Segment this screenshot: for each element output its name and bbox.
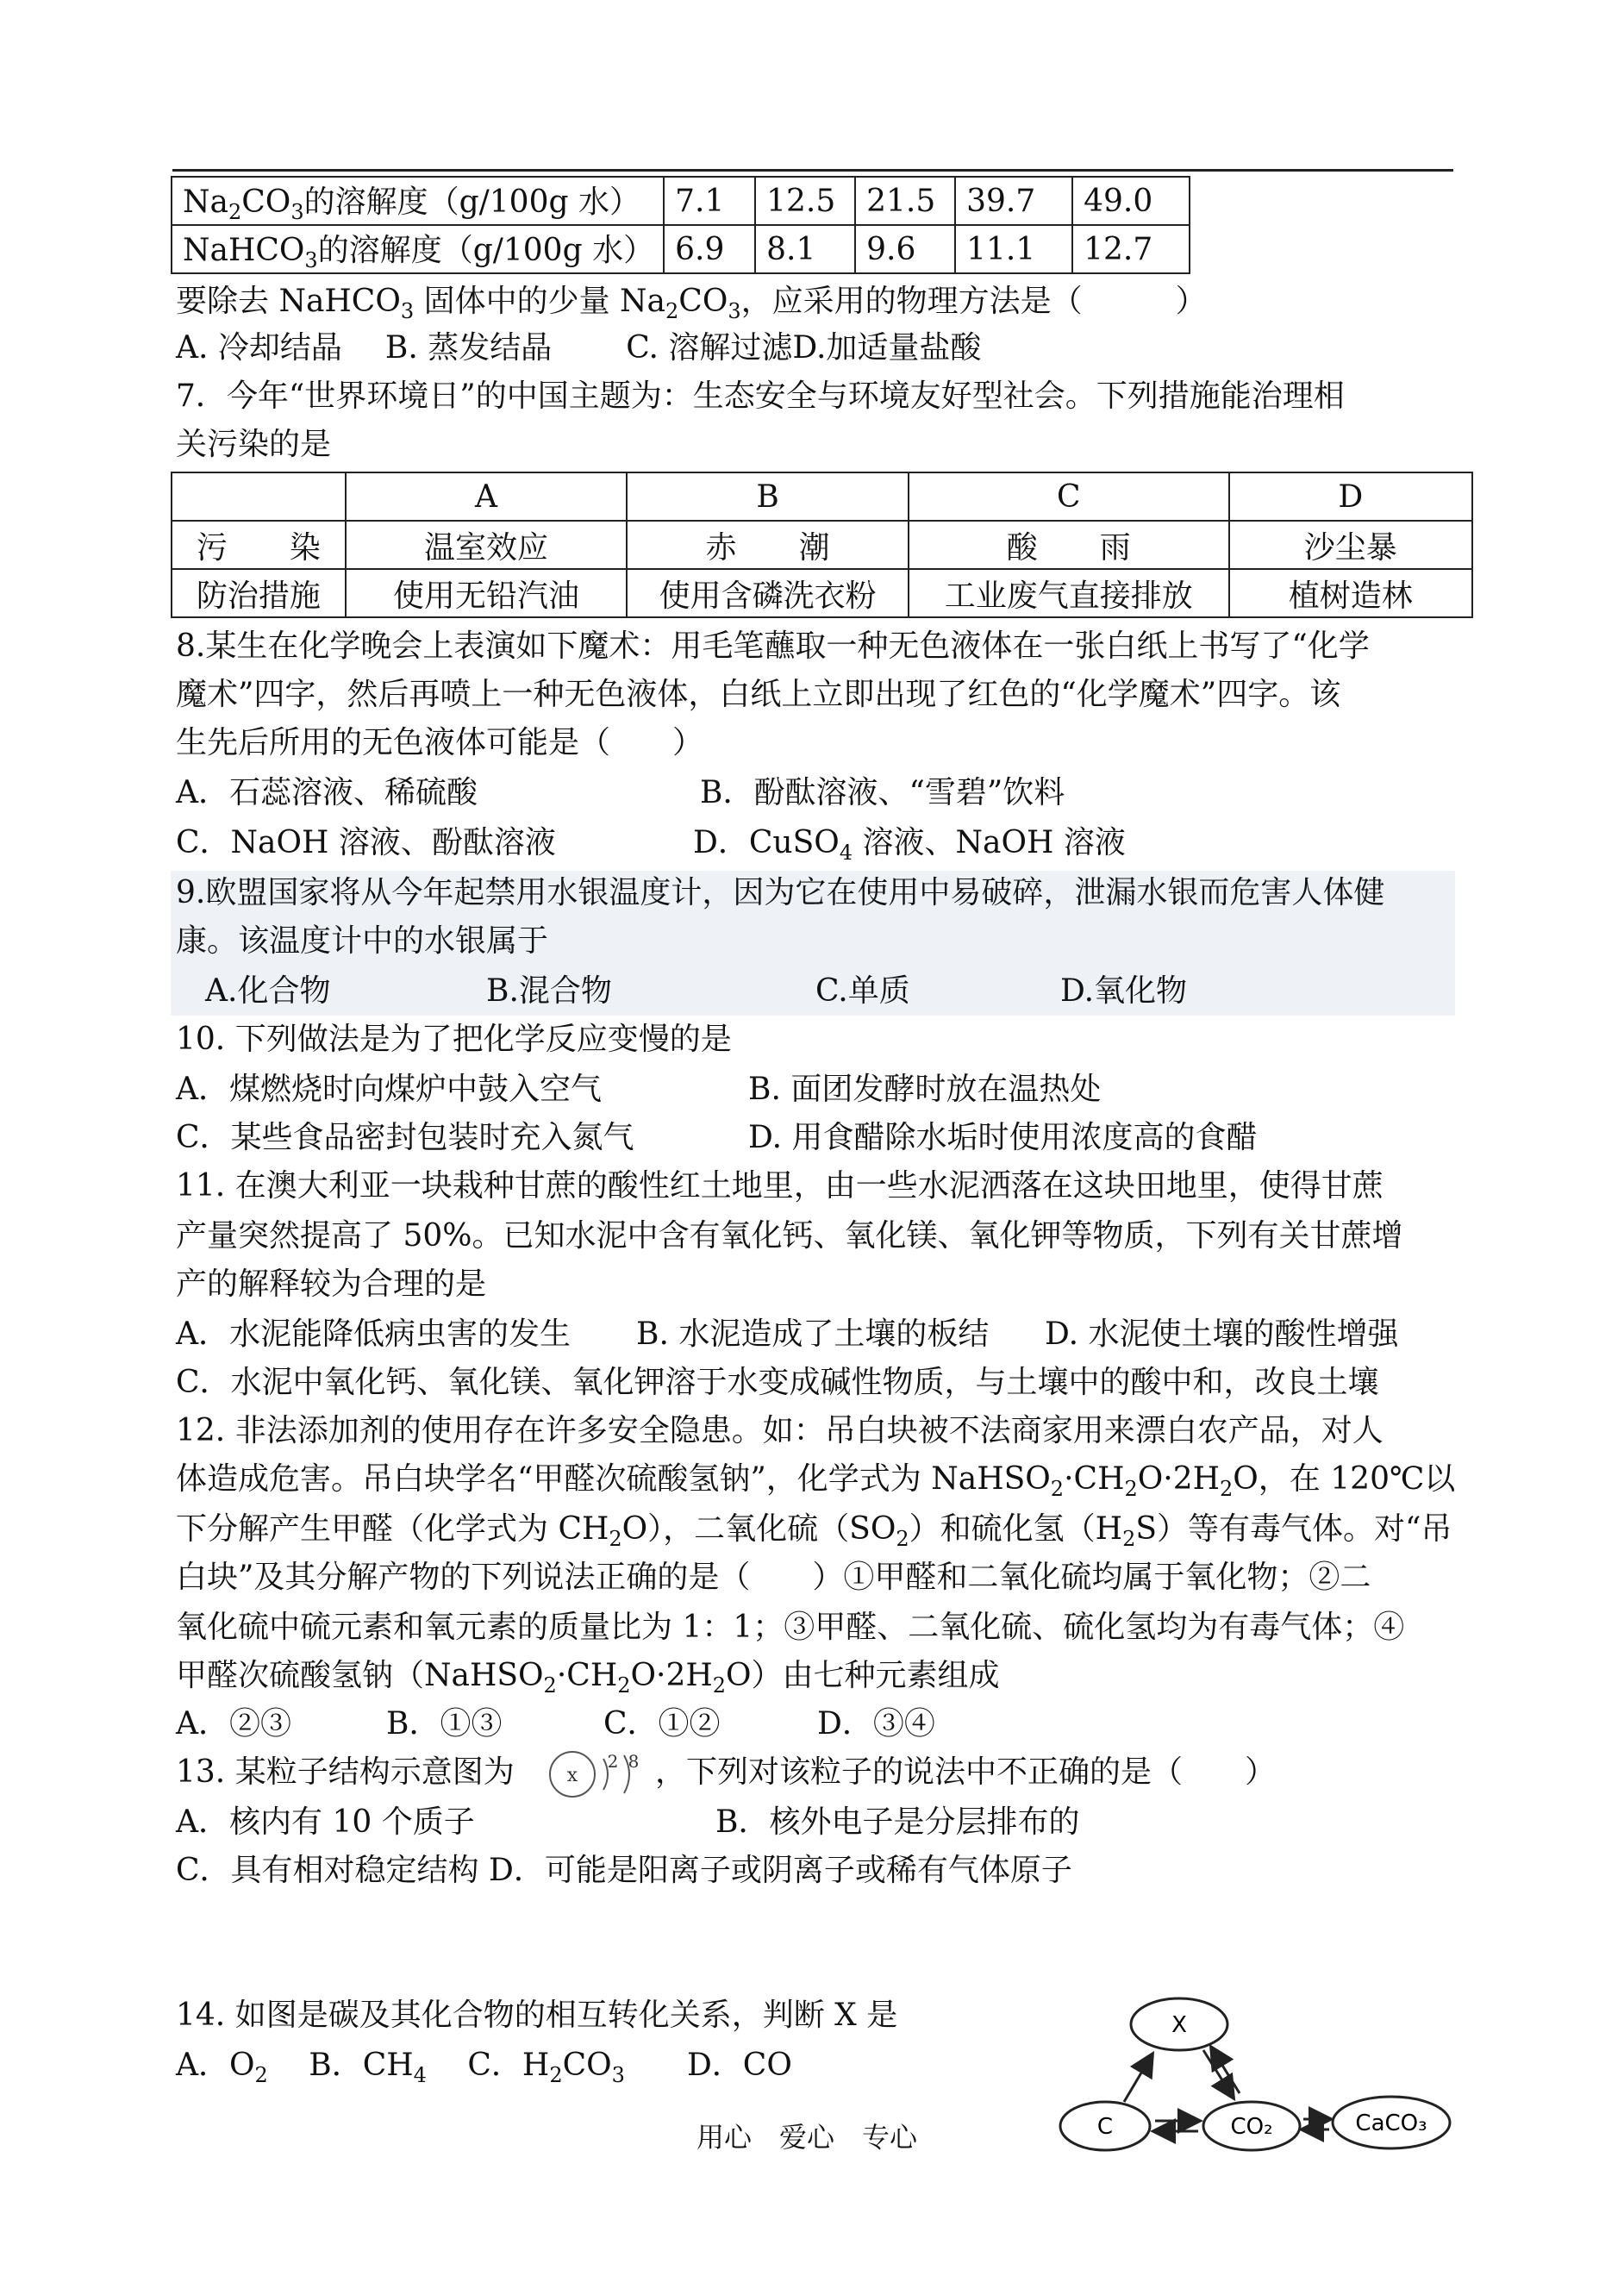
q12-option-d: D．③④ (817, 1706, 935, 1742)
arrow-c-to-x (1124, 2055, 1152, 2102)
q6-stem: 要除去 NaHCO$_3$ 固体中的少量 $Na_2CO_3$，应采用的物理方法是（ ） (176, 284, 1207, 323)
q7-stem-line2: 关污染的是 (176, 427, 332, 462)
q9-option-d: D.氧化物 (1060, 973, 1188, 1009)
q9-line1: 9.欧盟国家将从今年起禁用水银温度计，因为它在使用中易破碎，泄漏水银而危害人体健 (176, 875, 1385, 910)
pollution-table-row (172, 521, 1472, 569)
q12-line2: 体造成危害。吊白块学名“甲醛次硫酸氢钠”，化学式为 $NaHSO_2\cdot CH_2O\cdot 2H_2O$，在 120℃以 (176, 1461, 1456, 1501)
q7-stem-line1: 7．今年“世界环境日”的中国主题为：生态安全与环境友好型社会。下列措施能治理相 (176, 378, 1345, 414)
q6-options (176, 324, 981, 372)
solubility-cell: 12.7 (1072, 225, 1190, 273)
solubility-cell: 39.7 (955, 177, 1072, 225)
pollution-header-cell: B (627, 472, 909, 521)
pollution-cell: 使用含磷洗衣粉 (627, 569, 909, 617)
solubility-cell: 6.9 (664, 225, 755, 273)
q11-option-a: A．水泥能降低病虫害的发生 (176, 1316, 571, 1352)
q11-line1: 11. 在澳大利亚一块栽种甘蔗的酸性红土地里，由一些水泥洒落在这块田地里，使得甘蔗 (176, 1168, 1384, 1204)
q9-option-a: A.化合物 (205, 973, 331, 1009)
atom-structure-diagram (541, 1747, 645, 1798)
page-footer: 用心 爱心 专心 (696, 2121, 918, 2154)
solubility-cell: 49.0 (1072, 177, 1190, 225)
q9-option-b: B.混合物 (486, 973, 612, 1009)
solubility-cell: 8.1 (755, 225, 855, 273)
solubility-cell: 21.5 (855, 177, 955, 225)
q8-option-b: B．酚酞溶液、“雪碧”饮料 (700, 775, 1065, 810)
q14-options: A．$O_2$ B．$CH_4$ C．$H_2CO_3$ D．CO (176, 2048, 792, 2087)
pollution-cell: 工业废气直接排放 (909, 569, 1229, 617)
q8-option-c: C．NaOH 溶液、酚酞溶液 (176, 825, 556, 860)
q11-line2: 产量突然提高了 50%。已知水泥中含有氧化钙、氧化镁、氧化钾等物质，下列有关甘蔗增 (176, 1218, 1403, 1254)
pollution-cell: 防治措施 (172, 569, 346, 617)
solubility-cell: 9.6 (855, 225, 955, 273)
q12-option-a: A．②③ (176, 1706, 291, 1742)
q6-option-b: B. 蒸发结晶 (384, 330, 553, 366)
q13-stem-b: ，下列对该粒子的说法中不正确的是（ ） (655, 1754, 1277, 1790)
q10-option-a: A．煤燃烧时向煤炉中鼓入空气 (176, 1072, 602, 1107)
q10-option-b: B. 面团发酵时放在温热处 (748, 1072, 1102, 1107)
pollution-cell: 赤 潮 (627, 521, 909, 569)
solubility-cell: 11.1 (955, 225, 1072, 273)
q8-option-d: D．CuSO$_4$ 溶液、NaOH 溶液 (693, 825, 1126, 865)
node-caco3-label: CaCO₃ (1355, 2111, 1427, 2136)
q10-option-d: D. 用食醋除水垢时使用浓度高的食醋 (748, 1120, 1258, 1155)
q10-option-c: C．某些食品密封包装时充入氮气 (176, 1120, 634, 1155)
q9-option-c: C.单质 (815, 973, 910, 1009)
pollution-header-cell: C (909, 472, 1229, 521)
solubility-row-label: NaHCO$_3$的溶解度（g/100g 水） (172, 225, 664, 273)
q12-line1: 12. 非法添加剂的使用存在许多安全隐患。如：吊白块被不法商家用来漂白农产品，对人 (176, 1413, 1384, 1448)
q11-option-b: B. 水泥造成了土壤的板结 (636, 1316, 990, 1352)
pollution-cell: 植树造林 (1229, 569, 1472, 617)
q11-line3: 产的解释较为合理的是 (176, 1266, 487, 1302)
q12-line5: 氧化硫中硫元素和氧元素的质量比为 1：1；③甲醛、二氧化硫、硫化氢均为有毒气体；④ (176, 1610, 1405, 1645)
q8-line2: 魔术”四字，然后再喷上一种无色液体，白纸上立即出现了红色的“化学魔术”四字。该 (176, 677, 1341, 712)
q12-option-c: C．①② (603, 1706, 721, 1742)
node-co2-label: CO₂ (1230, 2114, 1273, 2140)
q9-line2: 康。该温度计中的水银属于 (176, 923, 549, 959)
q13-option-a: A．核内有 10 个质子 (176, 1804, 475, 1840)
pollution-cell: 使用无铅汽油 (346, 569, 628, 617)
q6-option-d: D.加适量盐酸 (792, 330, 982, 366)
q12-option-b: B．①③ (386, 1706, 503, 1742)
q6-option-a: A. 冷却结晶 (176, 330, 342, 366)
q13-stem-a: 13. 某粒子结构示意图为 (176, 1754, 515, 1790)
atom-nucleus-label: x (566, 1765, 578, 1786)
q11-option-d: D. 水泥使土壤的酸性增强 (1045, 1316, 1399, 1352)
q11-option-c: C．水泥中氧化钙、氧化镁、氧化钾溶于水变成碱性物质，与土壤中的酸中和，改良土壤 (176, 1365, 1379, 1400)
shell-2-electrons: 8 (628, 1751, 640, 1772)
solubility-cell: 7.1 (664, 177, 755, 225)
pollution-cell: 污 染 (172, 521, 346, 569)
solubility-row (172, 225, 1190, 273)
pollution-cell: 酸 雨 (909, 521, 1229, 569)
header-rule (172, 169, 1453, 172)
pollution-header-cell: A (346, 472, 628, 521)
q8-line3: 生先后所用的无色液体可能是（ ） (176, 725, 704, 760)
shell-1-electrons: 2 (607, 1751, 619, 1772)
q12-line3: 下分解产生甲醛（化学式为 $CH_2O$），二氧化硫$(SO_2)$和硫化氢$(H_2S)$等有毒气体。对“吊 (176, 1511, 1452, 1551)
q13-option-cd: C．具有相对稳定结构 D．可能是阳离子或阴离子或稀有气体原子 (176, 1853, 1072, 1888)
solubility-row-label: $Na_2CO_3$的溶解度（g/100g 水） (172, 177, 664, 225)
solubility-table (171, 176, 1190, 274)
pollution-cell: 温室效应 (346, 521, 628, 569)
carbon-conversion-diagram (1052, 1983, 1457, 2173)
q12-line6: 甲醛次硫酸氢钠$(NaHSO_2\cdot CH_2O\cdot 2H_2O)$由七种元素组成 (176, 1658, 1000, 1698)
pollution-table-row (172, 569, 1472, 617)
q8-option-a: A．石蕊溶液、稀硫酸 (176, 775, 478, 810)
q10-stem: 10. 下列做法是为了把化学反应变慢的是 (176, 1022, 732, 1057)
node-c-label: C (1096, 2114, 1114, 2140)
pollution-table-header (172, 472, 1472, 521)
solubility-row (172, 177, 1190, 225)
q6-option-c: C. 溶解过滤 (626, 330, 793, 366)
solubility-cell: 12.5 (755, 177, 855, 225)
q13-option-b: B．核外电子是分层排布的 (715, 1804, 1080, 1840)
q14-stem: 14. 如图是碳及其化合物的相互转化关系，判断 X 是 (176, 1998, 898, 2033)
node-x-label: X (1171, 2012, 1187, 2038)
pollution-table (171, 472, 1473, 618)
q12-line4: 白块”及其分解产物的下列说法正确的是（ ）①甲醛和二氧化硫均属于氧化物；②二 (176, 1560, 1371, 1595)
pollution-header-cell: D (1229, 472, 1472, 521)
pollution-header-cell (172, 472, 346, 521)
q8-line1: 8.某生在化学晚会上表演如下魔术：用毛笔蘸取一种无色液体在一张白纸上书写了“化学 (176, 628, 1370, 664)
pollution-cell: 沙尘暴 (1229, 521, 1472, 569)
